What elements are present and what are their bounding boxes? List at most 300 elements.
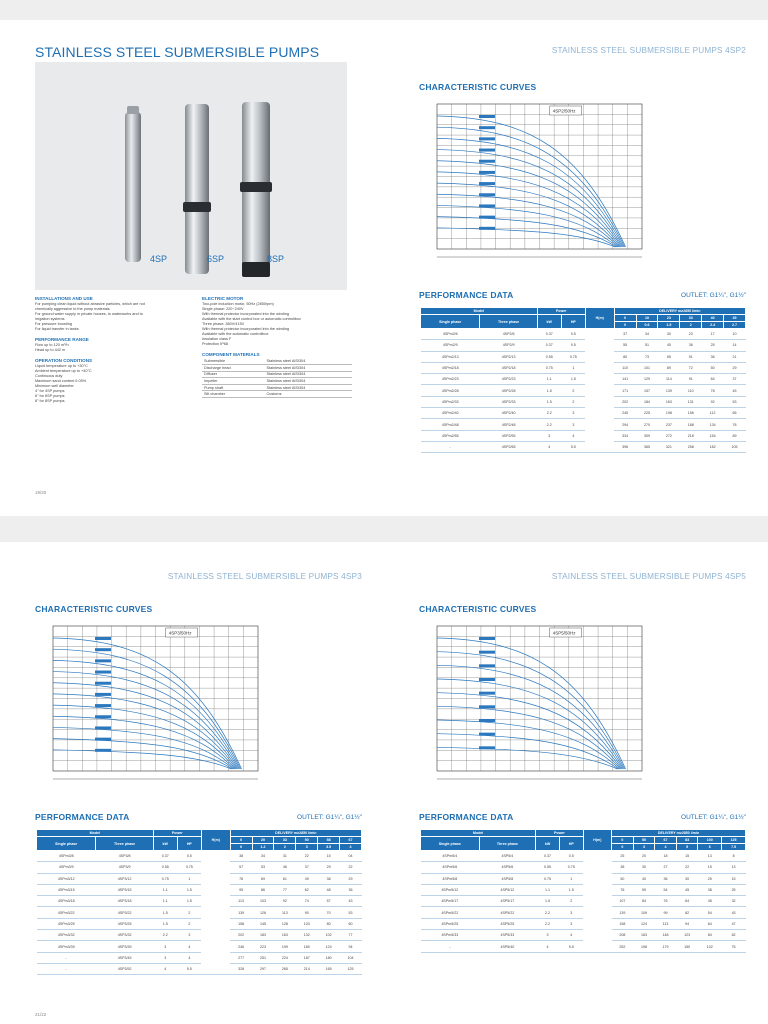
cell-value: 365 xyxy=(636,441,658,452)
flow-lmin: 0 xyxy=(612,837,634,844)
cell-value: 04 xyxy=(340,851,362,862)
cell-value: 163 xyxy=(274,930,296,941)
curve-label-marker xyxy=(479,216,495,219)
cell-value: 2 xyxy=(561,385,585,396)
cell-value: 187 xyxy=(296,952,318,963)
cell-value: 113 xyxy=(655,918,677,929)
cell-value: 15 xyxy=(318,851,340,862)
cell-value: 76 xyxy=(230,873,252,884)
cell-value: 309 xyxy=(636,430,658,441)
cell-model: 4SPm5/8 xyxy=(421,873,480,884)
cell-value: 2.2 xyxy=(537,408,561,419)
cell-value: 4 xyxy=(561,430,585,441)
header-unit: H(m) xyxy=(585,308,614,329)
table-row xyxy=(421,918,746,929)
cell-value: 22 xyxy=(340,862,362,873)
curve-label-marker xyxy=(479,193,495,196)
header-sub: Single phase xyxy=(421,837,480,851)
flow-lmin: 33 xyxy=(680,315,702,322)
materials-row xyxy=(202,378,352,385)
motor-line: Available with the start control box or automatic controllbox xyxy=(202,317,301,321)
curve-label-marker xyxy=(95,693,111,696)
cell-value: 102 xyxy=(698,941,722,952)
cell-value: 5.5 xyxy=(559,941,583,952)
cell-value: 148 xyxy=(655,930,677,941)
cell-value: 73 xyxy=(636,351,658,362)
table-row xyxy=(421,351,746,362)
cell-value: 129 xyxy=(636,374,658,385)
cell-model: 4SPm5/22 xyxy=(421,907,480,918)
conditions-line: Minimum well diameter xyxy=(35,384,74,388)
cell-value: 78 xyxy=(724,419,746,430)
cell-value: 37 xyxy=(614,329,636,340)
cell-value: 1.5 xyxy=(537,396,561,407)
cell-value: 225 xyxy=(636,408,658,419)
cell-value: 0.55 xyxy=(537,351,561,362)
table-row xyxy=(421,907,746,918)
cell-value: 46 xyxy=(274,862,296,873)
cell-model: 4SP3/45 xyxy=(96,952,153,963)
materials-heading: COMPONENT MATERIALS xyxy=(202,352,260,357)
install-heading: INSTALLATIONS AND USE xyxy=(35,296,93,301)
material-value: Stainless steel AISI304 xyxy=(265,378,353,385)
outlet-spec: OUTLET: G1¼", G1½" xyxy=(297,814,362,821)
cell-value: 38 xyxy=(698,884,722,895)
brochure-page-4sp3 xyxy=(0,542,384,1024)
cell-value: 3 xyxy=(559,918,583,929)
cell-value: 1.1 xyxy=(153,884,177,895)
cell-value: 0.5 xyxy=(559,851,583,862)
header-sub: HP xyxy=(561,315,585,329)
curve-label-marker xyxy=(95,749,111,752)
cell-value: 328 xyxy=(230,963,252,974)
cell-value: 4 xyxy=(153,963,177,974)
cell-value: 0.75 xyxy=(537,362,561,373)
cell-value: 1 xyxy=(177,873,201,884)
material-value: Stainless steel AISI304 xyxy=(265,384,353,391)
cell-value: 270 xyxy=(636,419,658,430)
table-row xyxy=(421,362,746,373)
cell-value: 214 xyxy=(296,963,318,974)
cell-value: 2.2 xyxy=(537,419,561,430)
cell-value: 294 xyxy=(614,419,636,430)
cell-value: 0.37 xyxy=(153,851,177,862)
cell-value: 45 xyxy=(724,385,746,396)
cell-value: 237 xyxy=(658,419,680,430)
cell-value: 38 xyxy=(318,873,340,884)
cell-value: 3 xyxy=(153,952,177,963)
cell-value: 4 xyxy=(537,441,561,452)
table-row xyxy=(37,930,362,941)
cell-value: 92 xyxy=(274,896,296,907)
materials-table xyxy=(202,358,352,398)
cell-value: 86 xyxy=(252,884,274,895)
cell-value: 277 xyxy=(230,952,252,963)
performance-table xyxy=(36,829,362,975)
cell-model: 4SP2/23 xyxy=(480,374,537,385)
cell-model: 4SPm2/33 xyxy=(421,396,480,407)
performance-title: PERFORMANCE DATA xyxy=(419,812,514,822)
cell-value: 163 xyxy=(658,396,680,407)
brochure-page-4sp2 xyxy=(384,20,768,516)
cell-value: 62 xyxy=(722,930,746,941)
header-model: Model xyxy=(421,830,536,837)
cell-model: 4SPm2/28 xyxy=(421,385,480,396)
header-delivery: DELIVERY m≥2850 l/min xyxy=(612,830,746,837)
material-value: Stainless steel AISI304 xyxy=(265,371,353,378)
cell-model: 4SPm2/13 xyxy=(421,351,480,362)
cell-unit xyxy=(583,851,611,953)
cell-model: 4SPm2/18 xyxy=(421,362,480,373)
flow-m3h: 4 xyxy=(340,844,362,851)
header-power: Power xyxy=(537,308,585,315)
page-title: STAINLESS STEEL SUBMERSIBLE PUMPS xyxy=(35,44,320,60)
curve-label-marker xyxy=(95,671,111,674)
table-row xyxy=(37,963,362,974)
cell-value: 4 xyxy=(559,930,583,941)
cell-value: 126 xyxy=(252,907,274,918)
cell-model: 4SP2/33 xyxy=(480,396,537,407)
material-component: Pump shaft xyxy=(202,384,265,391)
install-line: For liquid transfer in tanks xyxy=(35,327,79,331)
cell-value: 3 xyxy=(536,930,560,941)
cell-value: 102 xyxy=(318,930,340,941)
cell-value: 99 xyxy=(655,907,677,918)
cell-model: 4SP2/18 xyxy=(480,362,537,373)
curve-label-marker xyxy=(95,726,111,729)
cell-value: 36 xyxy=(340,884,362,895)
cell-value: 208 xyxy=(612,930,634,941)
table-row xyxy=(37,873,362,884)
materials-row xyxy=(202,365,352,372)
cell-value: 13 xyxy=(698,851,722,862)
cell-value: 0.5 xyxy=(561,340,585,351)
cell-value: 101 xyxy=(636,362,658,373)
cell-model: 4SP2/9 xyxy=(480,340,537,351)
cell-value: 18 xyxy=(655,851,677,862)
motor-line: Protection IP68 xyxy=(202,342,228,346)
cell-value: 5.5 xyxy=(177,963,201,974)
cell-model: 4SPm3/8 xyxy=(37,851,96,862)
cell-value: 22 xyxy=(296,851,318,862)
cell-value: 64 xyxy=(702,374,724,385)
flow-m3h: 0 xyxy=(612,844,634,851)
install-line: For pumping clean liquid without abrasive particles, which are not xyxy=(35,302,145,306)
pump-4sp-cap-image xyxy=(127,106,139,114)
cell-value: 15 xyxy=(676,851,698,862)
cell-value: 36 xyxy=(702,351,724,362)
pump-6sp-ring-image xyxy=(183,202,211,212)
cell-value: 265 xyxy=(274,963,296,974)
motor-line: Single phase: 220~240V xyxy=(202,307,244,311)
cell-value: 89 xyxy=(724,430,746,441)
cell-value: 158 xyxy=(612,918,634,929)
cell-value: 65 xyxy=(658,351,680,362)
pump-4sp-label: 4SP xyxy=(150,254,168,264)
chart-title: CHARACTERISTIC CURVES xyxy=(419,604,537,614)
header-sub: kW xyxy=(153,837,177,851)
install-line: chemically aggressive to the pump materials xyxy=(35,307,110,311)
cell-value: 90 xyxy=(296,907,318,918)
cell-value: 4 xyxy=(177,952,201,963)
cell-value: 48 xyxy=(318,884,340,895)
cell-value: 50 xyxy=(702,362,724,373)
cell-model: 4SP3/15 xyxy=(96,884,153,895)
cell-value: 246 xyxy=(230,941,252,952)
legend-label: 4SP3/50Hz xyxy=(168,630,192,636)
material-component: Diffuser xyxy=(202,371,265,378)
flow-lmin: 67 xyxy=(340,837,362,844)
cell-value: 1.5 xyxy=(536,896,560,907)
curve-label-marker xyxy=(479,719,495,722)
cell-value: 62 xyxy=(296,884,318,895)
table-row xyxy=(37,884,362,895)
cell-value: 103 xyxy=(252,896,274,907)
flow-m3h: 4 xyxy=(655,844,677,851)
cell-model: 4SP2/55 xyxy=(480,430,537,441)
characteristic-curves-chart xyxy=(419,618,659,793)
cell-value: 223 xyxy=(252,941,274,952)
flow-m3h: 0.6 xyxy=(636,322,658,329)
cell-model: 4SPm3/25 xyxy=(37,918,96,929)
table-row xyxy=(421,374,746,385)
flow-lmin: 100 xyxy=(698,837,722,844)
cell-value: 75 xyxy=(722,941,746,952)
cell-value: 124 xyxy=(318,941,340,952)
table-row xyxy=(421,896,746,907)
cell-model: 4SPm2/6 xyxy=(421,329,480,340)
cell-value: 59 xyxy=(633,884,655,895)
table-row xyxy=(421,430,746,441)
cell-value: 182 xyxy=(702,441,724,452)
curve-label-marker xyxy=(479,678,495,681)
header-model: Model xyxy=(421,308,538,315)
cell-model: 4SPm2/48 xyxy=(421,419,480,430)
pump-8sp-label: 8SP xyxy=(267,254,285,264)
cell-value: 20 xyxy=(633,851,655,862)
cell-value: 3 xyxy=(561,419,585,430)
cell-model: 4SP5/8 xyxy=(479,873,536,884)
cell-value: 0.75 xyxy=(561,351,585,362)
cell-value: 114 xyxy=(658,374,680,385)
page-number: 19/20 xyxy=(35,490,47,495)
table-row xyxy=(421,340,746,351)
cell-value: 54 xyxy=(655,884,677,895)
cell-model: 4SP5/4 xyxy=(479,851,536,862)
cell-model: 4SPm3/18 xyxy=(37,896,96,907)
cell-value: 188 xyxy=(680,419,702,430)
cell-value: 1.5 xyxy=(153,907,177,918)
cell-value: 0.75 xyxy=(177,862,201,873)
legend-label: 4SP2/50Hz xyxy=(552,108,576,114)
cell-value: 34 xyxy=(252,851,274,862)
header-sub: Three phase xyxy=(480,315,537,329)
cell-value: 27 xyxy=(655,862,677,873)
cell-value: 125 xyxy=(340,963,362,974)
cell-value: 160 xyxy=(296,941,318,952)
cell-value: 224 xyxy=(274,952,296,963)
cell-value: 77 xyxy=(274,884,296,895)
conditions-line: Maximum sand content 0.05% xyxy=(35,379,87,383)
cell-value: 43 xyxy=(722,907,746,918)
curve-label-marker xyxy=(479,182,495,185)
page-header: STAINLESS STEEL SUBMERSIBLE PUMPS 4SP5 xyxy=(551,572,746,581)
cell-value: 25 xyxy=(612,851,634,862)
curve-label-marker xyxy=(479,160,495,163)
header-sub: Single phase xyxy=(421,315,480,329)
flow-lmin: 83 xyxy=(676,837,698,844)
cell-value: 69 xyxy=(252,873,274,884)
cell-value: 37 xyxy=(296,862,318,873)
table-row xyxy=(37,862,362,873)
cell-model: 4SPm5/33 xyxy=(421,930,480,941)
cell-value: 0.55 xyxy=(153,862,177,873)
page-number: 21/22 xyxy=(35,1012,47,1017)
cell-value: 45 xyxy=(658,340,680,351)
table-row xyxy=(421,873,746,884)
cell-value: 17 xyxy=(702,329,724,340)
curve-label-marker xyxy=(479,137,495,140)
chart-title: CHARACTERISTIC CURVES xyxy=(35,604,153,614)
cell-value: 37 xyxy=(724,374,746,385)
curve-label-marker xyxy=(479,227,495,230)
curve-label-marker xyxy=(95,637,111,640)
cell-value: 72 xyxy=(680,362,702,373)
table-row xyxy=(421,851,746,862)
cell-value: 158 xyxy=(230,918,252,929)
motor-line: Three phase: 380V/415V xyxy=(202,322,245,326)
cell-value: 156 xyxy=(680,408,702,419)
cell-value: 112 xyxy=(702,408,724,419)
brochure-page-overview xyxy=(0,20,384,516)
cell-model: 4SP3/8 xyxy=(96,851,153,862)
install-line: For ground water supply in private houses, to waterworks and to xyxy=(35,312,143,316)
cell-model: 4SPm5/25 xyxy=(421,918,480,929)
cell-value: 84 xyxy=(698,930,722,941)
cell-value: 94 xyxy=(676,918,698,929)
cell-value: 110 xyxy=(680,385,702,396)
cell-value: 38 xyxy=(230,851,252,862)
table-row xyxy=(37,918,362,929)
pump-6sp-label: 6SP xyxy=(207,254,225,264)
outlet-spec: OUTLET: G1¼", G1½" xyxy=(681,814,746,821)
cell-value: 198 xyxy=(633,941,655,952)
cell-value: 1.1 xyxy=(536,884,560,895)
cell-value: 34 xyxy=(636,329,658,340)
cell-value: 396 xyxy=(614,441,636,452)
materials-row xyxy=(202,391,352,398)
cell-value: 53 xyxy=(340,907,362,918)
cell-value: 47 xyxy=(722,918,746,929)
cell-value: 198 xyxy=(658,408,680,419)
cell-model: 4SP5/40 xyxy=(479,941,536,952)
cell-model: 4SPm2/9 xyxy=(421,340,480,351)
cell-model: - xyxy=(37,963,96,974)
cell-value: 84 xyxy=(633,896,655,907)
cell-value: 31 xyxy=(274,851,296,862)
material-component: Silt chamber xyxy=(202,391,265,398)
curve-label-marker xyxy=(95,659,111,662)
table-row xyxy=(37,907,362,918)
header-sub: Single phase xyxy=(37,837,96,851)
cell-value: 5.5 xyxy=(561,441,585,452)
material-component: Discharge head xyxy=(202,365,265,372)
flow-lmin: 40 xyxy=(702,315,724,322)
motor-line: Two-pole induction motor, 50Hz (2850rpm) xyxy=(202,302,274,306)
cell-value: 64 xyxy=(698,918,722,929)
flow-m3h: 5 xyxy=(676,844,698,851)
cell-value: 1.5 xyxy=(177,896,201,907)
cell-value: 43 xyxy=(340,896,362,907)
cell-value: 132 xyxy=(296,930,318,941)
page-header: STAINLESS STEEL SUBMERSIBLE PUMPS 4SP2 xyxy=(551,46,746,55)
cell-value: 245 xyxy=(614,408,636,419)
product-photo-panel xyxy=(35,62,347,290)
cell-value: 139 xyxy=(658,385,680,396)
curve-label-marker xyxy=(479,692,495,695)
table-row xyxy=(421,385,746,396)
cell-model: 4SP5/22 xyxy=(479,907,536,918)
cell-value: 145 xyxy=(252,918,274,929)
header-power: Power xyxy=(536,830,583,837)
flow-m3h: 0 xyxy=(230,844,252,851)
cell-value: 3 xyxy=(561,408,585,419)
flow-m3h: 3 xyxy=(296,844,318,851)
cell-value: 123 xyxy=(676,930,698,941)
flow-m3h: 7.5 xyxy=(722,844,746,851)
header-delivery: DELIVERY m≥2850 l/min xyxy=(230,830,361,837)
cell-unit xyxy=(585,329,614,453)
material-value: Customs xyxy=(265,391,353,398)
cell-model: 4SPm3/32 xyxy=(37,930,96,941)
cell-value: 321 xyxy=(658,441,680,452)
cell-value: 1 xyxy=(561,362,585,373)
cell-value: 297 xyxy=(252,963,274,974)
cell-value: 183 xyxy=(252,930,274,941)
cell-value: 4 xyxy=(177,941,201,952)
cell-value: 141 xyxy=(614,374,636,385)
performance-table xyxy=(420,307,746,453)
cell-value: 3 xyxy=(153,941,177,952)
chart-title: CHARACTERISTIC CURVES xyxy=(419,82,537,92)
cell-value: 76 xyxy=(655,896,677,907)
cell-value: 184 xyxy=(636,396,658,407)
cell-value: 21 xyxy=(724,351,746,362)
cell-value: 49 xyxy=(296,873,318,884)
cell-value: 2.2 xyxy=(536,907,560,918)
cell-value: 165 xyxy=(318,963,340,974)
cell-value: 1.5 xyxy=(559,884,583,895)
cell-value: 25 xyxy=(702,340,724,351)
material-component: Impeller xyxy=(202,378,265,385)
cell-value: 76 xyxy=(612,884,634,895)
header-sub: Three phase xyxy=(96,837,153,851)
cell-model: 4SP5/33 xyxy=(479,930,536,941)
cell-model: 4SP3/12 xyxy=(96,873,153,884)
cell-value: 0.37 xyxy=(536,851,560,862)
curve-label-marker xyxy=(479,149,495,152)
page-header: STAINLESS STEEL SUBMERSIBLE PUMPS 4SP3 xyxy=(167,572,362,581)
cell-value: 1.5 xyxy=(177,884,201,895)
curve-label-marker xyxy=(95,682,111,685)
cell-value: 0.37 xyxy=(537,329,561,340)
cell-model: 4SP5/17 xyxy=(479,896,536,907)
cell-value: 15 xyxy=(722,873,746,884)
curve-label-marker xyxy=(479,126,495,129)
cell-model: 4SPm2/55 xyxy=(421,430,480,441)
cell-value: 0.37 xyxy=(537,340,561,351)
cell-value: 8 xyxy=(722,851,746,862)
